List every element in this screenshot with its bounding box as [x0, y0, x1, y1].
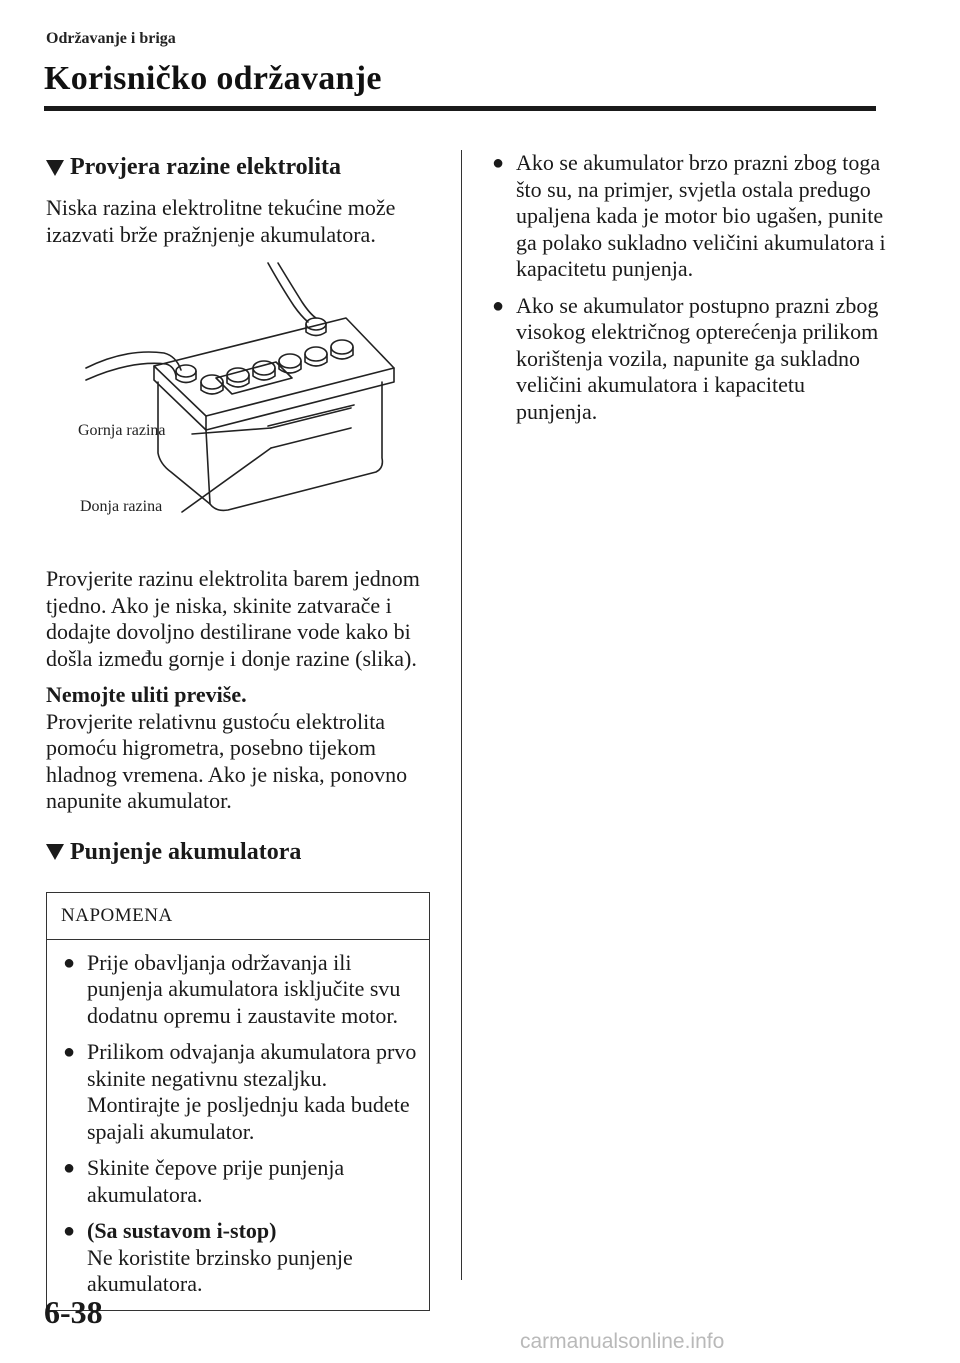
charging-item	[490, 293, 890, 426]
title-rule	[44, 106, 876, 111]
heading-charging	[46, 839, 436, 866]
charging-list	[490, 150, 890, 425]
note-item-text: Prilikom odvajanja akumulatora prvo skinite negativnu stezaljku. Montirajte je posljednju kada budete spajali akumulator.	[87, 1039, 417, 1144]
bullet-icon: ●	[63, 951, 76, 974]
heading-charging-text: Punjenje akumulatora	[70, 838, 302, 865]
charging-item	[490, 150, 890, 283]
note-item	[61, 1218, 417, 1298]
note-item-text: Ne koristite brzinsko punjenje akumulatora.	[87, 1244, 353, 1296]
note-item	[61, 1155, 417, 1208]
charging-item-text: Ako se akumulator brzo prazni zbog toga što su, na primjer, svjetla ostala predugo upaljena kada je motor bio ugašen, punite ga polako sukladno veličini akumulatora i kapacitetu punjenja.	[516, 150, 886, 281]
section-label: Održavanje i briga	[46, 30, 176, 47]
note-item	[61, 950, 417, 1030]
note-box	[46, 892, 430, 1311]
note-list	[61, 950, 417, 1298]
battery-figure	[46, 258, 436, 548]
note-title: NAPOMENA	[47, 893, 429, 940]
heading-electrolyte	[46, 154, 436, 181]
warning-text: Nemojte uliti previše.	[46, 682, 247, 707]
right-column	[490, 150, 890, 435]
density-paragraph: Provjerite relativnu gustoću elektrolita pomoću higrometra, posebno tijekom hladnog vremena. Ako je niska, ponovno napunite akumulator.	[46, 708, 408, 813]
note-item-bold: (Sa sustavom i-stop)	[87, 1218, 277, 1243]
triangle-bullet-icon	[46, 844, 64, 860]
bullet-icon: ●	[63, 1220, 76, 1242]
heading-electrolyte-text: Provjera razine elektrolita	[70, 154, 342, 180]
charging-item-text: Ako se akumulator postupno prazni zbog visokog električnog opterećenja prilikom korištenja vozila, napunite ga sukladno veličini akumulatora i kapacitetu punjenja.	[516, 292, 879, 424]
note-body	[47, 940, 429, 1310]
check-paragraph: Provjerite razinu elektrolita barem jednom tjedno. Ako je niska, skinite zatvarače i dodajte dovoljno destilirane vode kako bi došla između gornje i donje razine (slika).	[46, 566, 420, 671]
lower-level-label: Donja razina	[80, 498, 163, 515]
bullet-icon: ●	[492, 294, 505, 317]
left-column	[46, 150, 436, 1311]
page-number: 6-38	[44, 1294, 103, 1330]
column-divider	[461, 150, 462, 1280]
intro-paragraph: Niska razina elektrolitne tekućine može izazvati brže pražnjenje akumulatora.	[46, 195, 396, 247]
note-item	[61, 1039, 417, 1145]
triangle-bullet-icon	[46, 160, 64, 176]
bullet-icon: ●	[63, 1157, 76, 1179]
upper-level-label: Gornja razina	[78, 422, 166, 439]
note-item-text: Skinite čepove prije punjenja akumulatora.	[87, 1155, 345, 1207]
page-title: Korisničko održavanje	[44, 60, 382, 97]
warning-paragraph	[46, 682, 436, 709]
bullet-icon: ●	[492, 152, 505, 174]
bullet-icon: ●	[63, 1041, 76, 1063]
watermark: carmanualsonline.info	[520, 1330, 725, 1353]
note-item-text: Prije obavljanja održavanja ili punjenja akumulatora isključite svu dodatnu opremu i zaustavite motor.	[87, 949, 401, 1028]
